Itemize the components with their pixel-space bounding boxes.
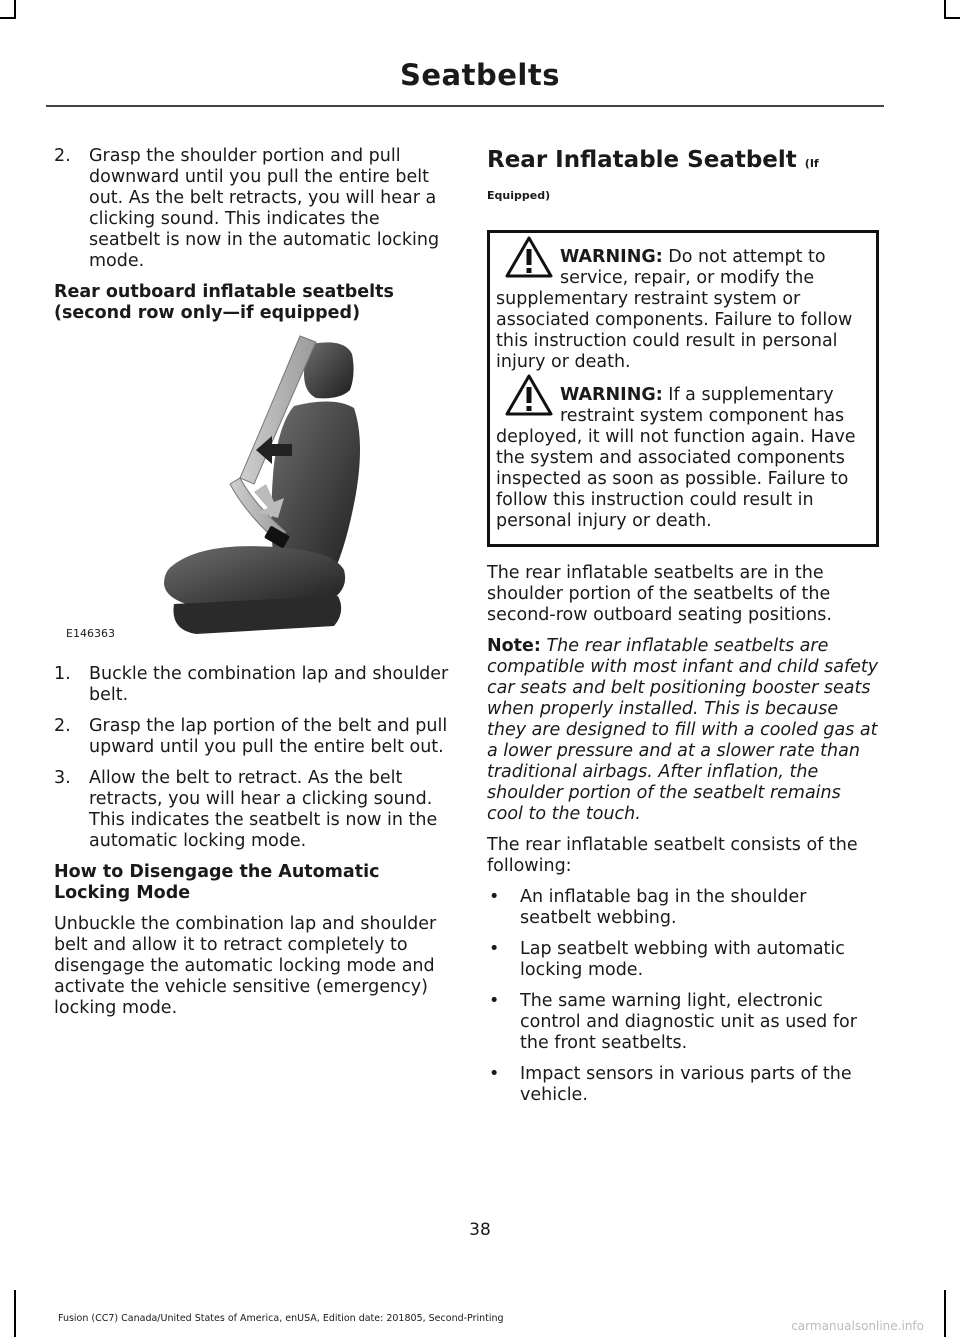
section-heading-text: Rear Inflatable Seatbelt	[487, 147, 797, 173]
section-heading	[487, 146, 879, 210]
list-item	[54, 146, 450, 272]
crop-mark	[944, 17, 960, 19]
bullet-dot: •	[489, 1064, 500, 1084]
list-text: Buckle the combination lap and shoulder belt.	[89, 664, 449, 705]
crop-mark	[0, 17, 16, 19]
bullet-text: The same warning light, electronic control and diagnostic unit as used for the front seatbelts.	[520, 991, 857, 1053]
list-text: Allow the belt to retract. As the belt retracts, you will hear a clicking sound. This indicates the seatbelt is now in the automatic locking mode.	[89, 768, 438, 851]
list-number: 3.	[54, 768, 71, 788]
body-paragraph: Unbuckle the combination lap and shoulder belt and allow it to retract completely to disengage the automatic locking mode and activate the vehicle sensitive (emergency) locking mode.	[54, 914, 437, 1018]
bullet-item	[487, 939, 879, 981]
list-text: Grasp the shoulder portion and pull downward until you pull the entire belt out. As the belt retracts, you will hear a clicking sound. This indicates the seatbelt is now in the automatic locking mode.	[89, 146, 440, 271]
watermark: carmanualsonline.info	[791, 1319, 924, 1333]
note-label: Note:	[487, 636, 541, 656]
note-paragraph	[487, 636, 879, 825]
warning-box	[487, 230, 879, 547]
warning-triangle-icon	[504, 235, 554, 279]
header-divider	[46, 105, 884, 107]
bullet-item	[487, 991, 879, 1054]
bullet-dot: •	[489, 991, 500, 1011]
section-heading-suffix: (If Equipped)	[487, 157, 819, 202]
page-number: 38	[469, 1220, 491, 1240]
list-number: 2.	[54, 146, 71, 166]
warning-label: WARNING:	[560, 385, 663, 405]
bullet-text: An inflatable bag in the shoulder seatbelt webbing.	[520, 887, 807, 928]
bullet-text: Impact sensors in various parts of the vehicle.	[520, 1064, 852, 1105]
warning-item	[496, 385, 870, 532]
bullet-text: Lap seatbelt webbing with automatic locking mode.	[520, 939, 845, 980]
crop-mark	[944, 0, 946, 18]
list-number: 2.	[54, 716, 71, 736]
warning-text: Do not attempt to service, repair, or modify the supplementary restraint system or associated components. Failure to follow this instruction could result in personal injury or death.	[496, 247, 853, 372]
body-paragraph: The rear inflatable seatbelt consists of the following:	[487, 835, 858, 876]
left-column	[54, 146, 450, 1029]
footer-text: Fusion (CC7) Canada/United States of America, enUSA, Edition date: 201805, Second-Printing	[58, 1313, 504, 1324]
bullet-dot: •	[489, 887, 500, 907]
seatbelt-figure	[54, 334, 450, 652]
note-text: The rear inflatable seatbelts are compatible with most infant and child safety car seats and belt positioning booster seats when properly installed. This is because they are designed to fill with a cooled gas at a lower pressure and at a slower rate than traditional airbags. After inflation, the shoulder portion of the seatbelt remains cool to the touch.	[487, 636, 879, 824]
right-column	[487, 146, 879, 1116]
figure-label: E146363	[66, 627, 115, 640]
crop-mark	[944, 1290, 946, 1337]
list-number: 1.	[54, 664, 71, 684]
section-subheading: Rear outboard inflatable seatbelts (second row only—if equipped)	[54, 282, 394, 323]
list-item	[54, 664, 450, 706]
warning-text: If a supplementary restraint system component has deployed, it will not function again. Have the system and associated components inspected as soon as possible. Failure to follow this instruction could result in personal injury or death.	[496, 385, 856, 531]
crop-mark	[14, 0, 16, 18]
seat-illustration	[54, 334, 450, 652]
section-subheading: How to Disengage the Automatic Locking Mode	[54, 862, 380, 903]
bullet-item	[487, 887, 879, 929]
warning-label: WARNING:	[560, 247, 663, 267]
warning-item	[496, 247, 870, 373]
crop-mark	[14, 1290, 16, 1337]
bullet-item	[487, 1064, 879, 1106]
bullet-dot: •	[489, 939, 500, 959]
body-paragraph: The rear inflatable seatbelts are in the shoulder portion of the seatbelts of the second-row outboard seating positions.	[487, 563, 832, 625]
warning-triangle-icon	[504, 373, 554, 417]
list-item	[54, 716, 450, 758]
list-text: Grasp the lap portion of the belt and pull upward until you pull the entire belt out.	[89, 716, 448, 757]
page-title: Seatbelts	[400, 58, 560, 92]
list-item	[54, 768, 450, 852]
